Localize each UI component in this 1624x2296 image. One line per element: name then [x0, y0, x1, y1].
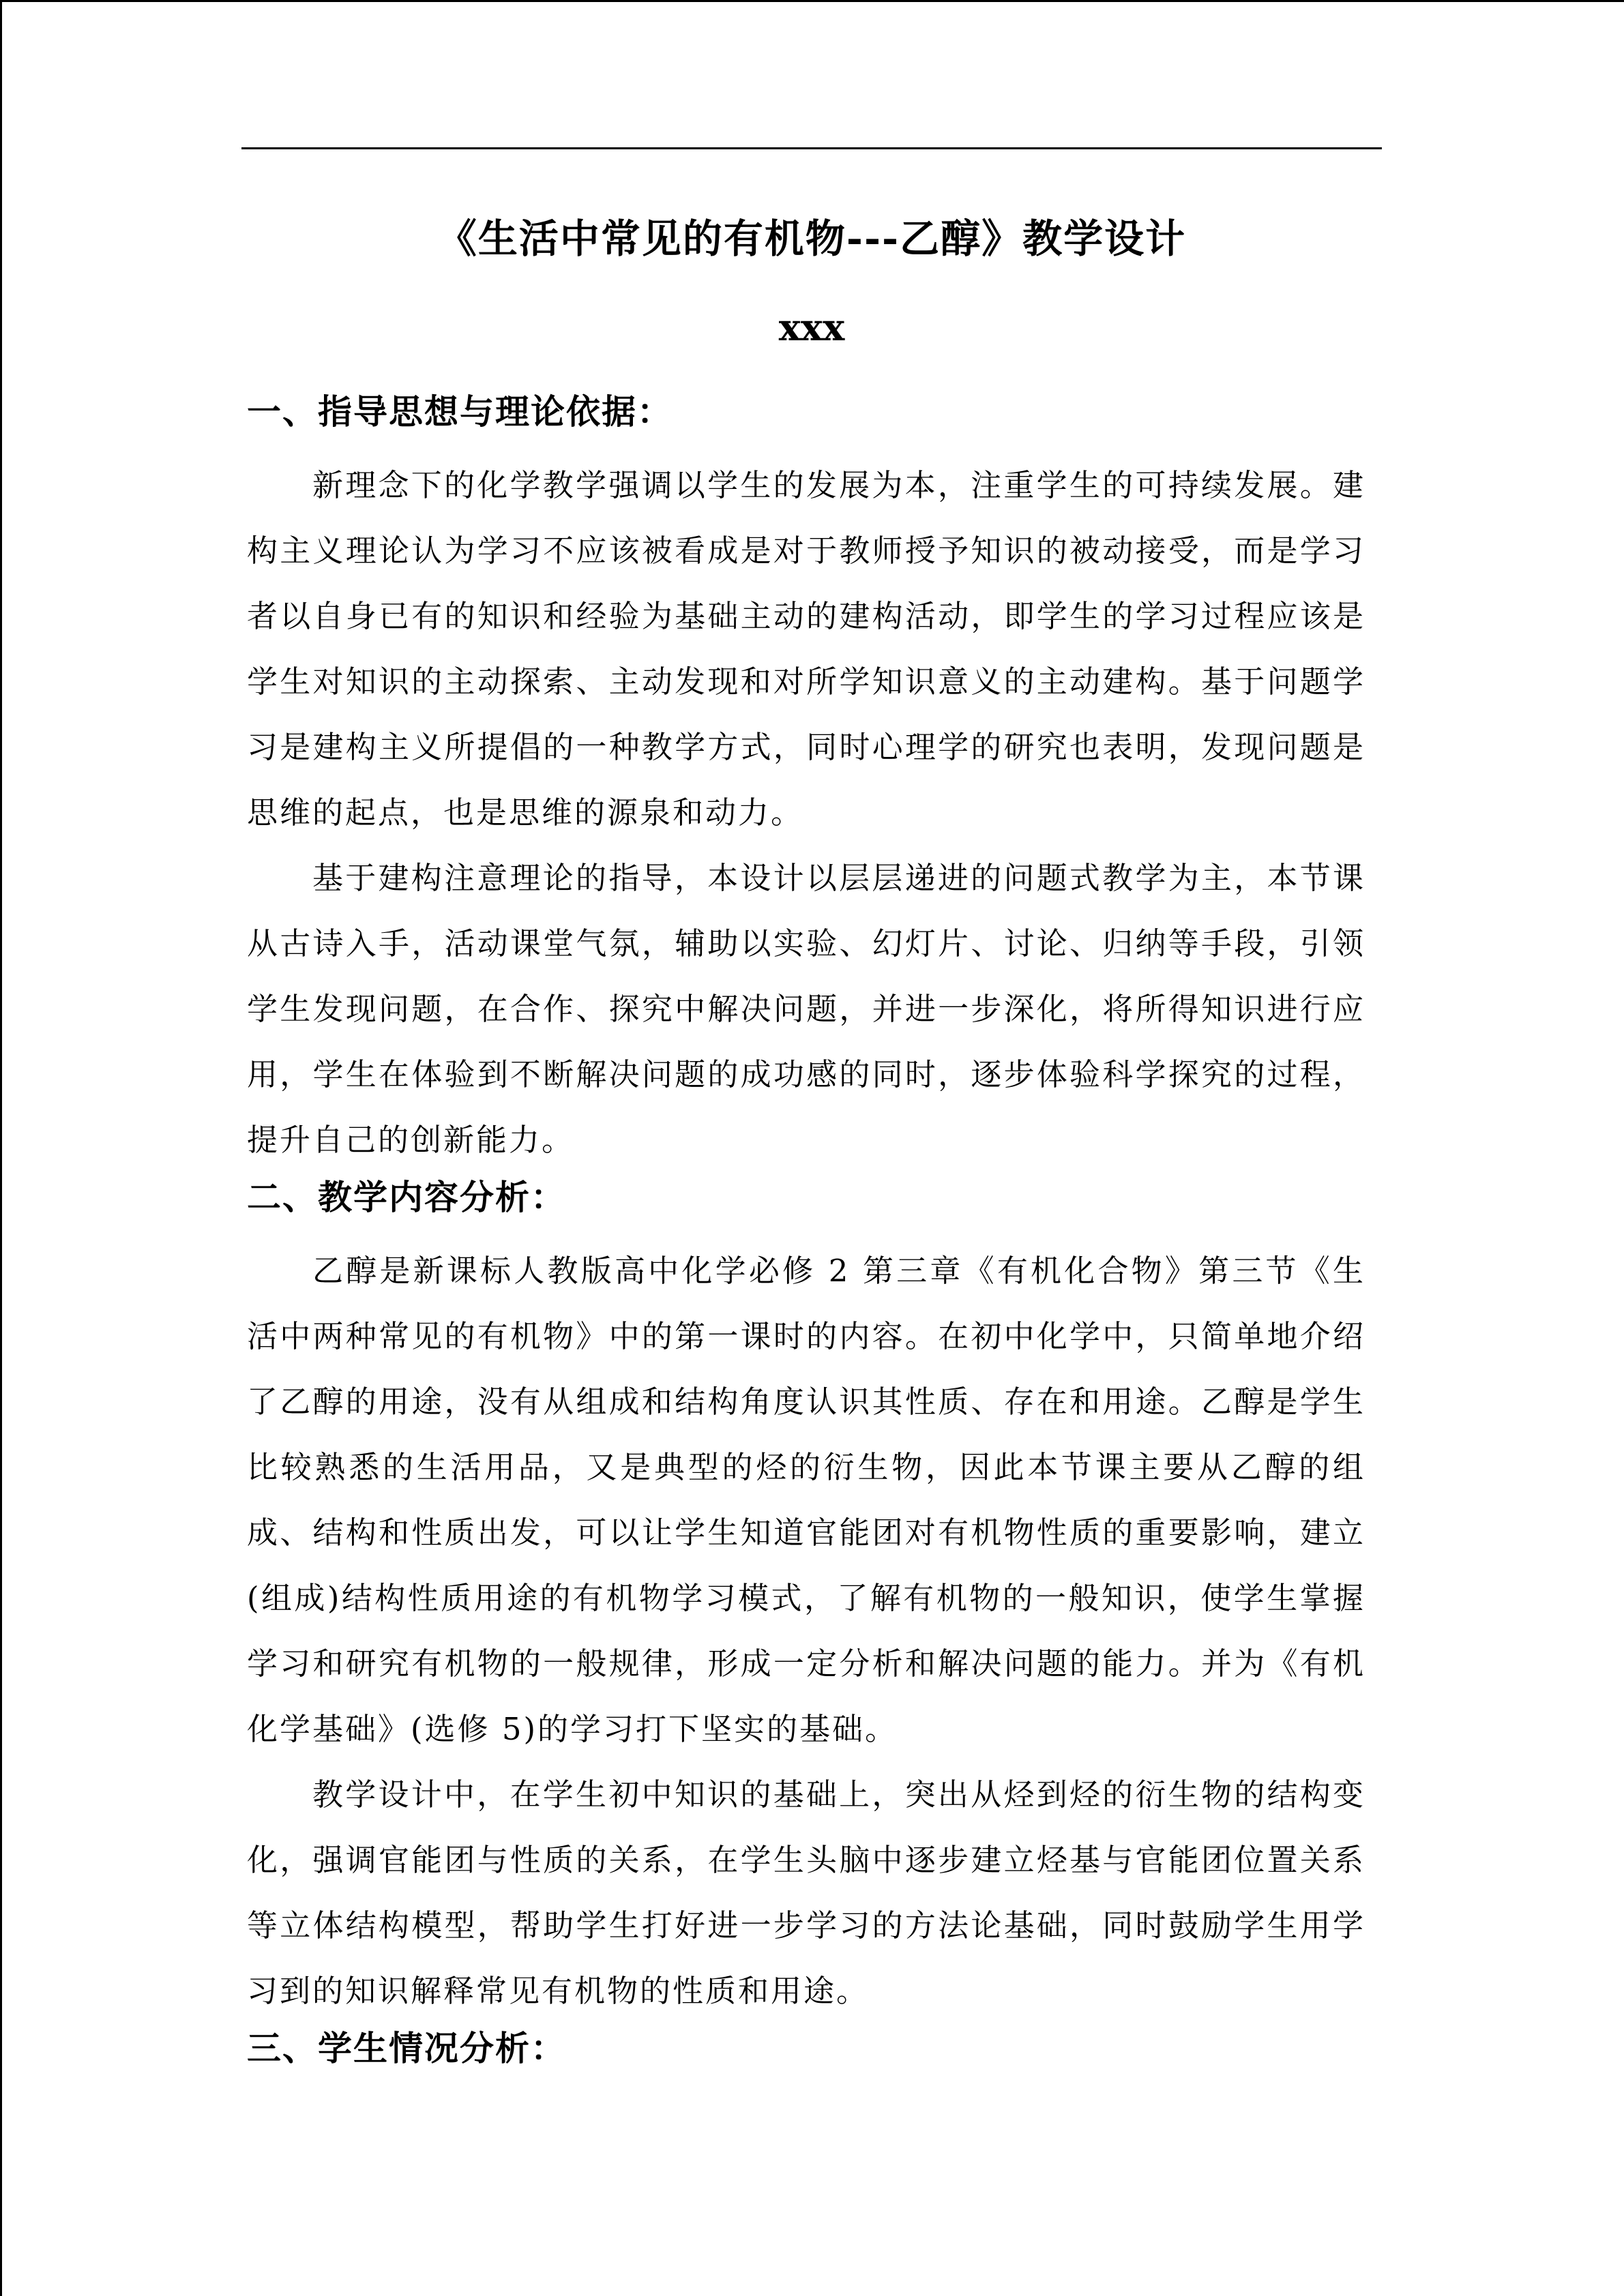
page-border-left	[0, 0, 2, 2296]
section-heading-content-analysis: 二、教学内容分析：	[247, 1177, 566, 1217]
paragraph-content-analysis-2: 教学设计中，在学生初中知识的基础上，突出从烃到烃的衍生物的结构变化，强调官能团与性质的关系，在学生头脑中逐步建立烃基与官能团位置关系等立体结构模型，帮助学生打好进一步学习的方法论基础，同时鼓励学生用学习到的知识解释常见有机物的性质和用途。	[247, 1776, 1365, 2009]
page-border-top	[0, 0, 1624, 2]
document-author: xxx	[778, 305, 845, 349]
document-title: 《生活中常见的有机物---乙醇》教学设计	[437, 215, 1187, 262]
section-heading-student-analysis: 三、学生情况分析：	[247, 2028, 566, 2068]
paragraph-guiding-ideas-2: 基于建构注意理论的指导，本设计以层层递进的问题式教学为主，本节课从古诗入手，活动课堂气氛，辅助以实验、幻灯片、讨论、归纳等手段，引领学生发现问题，在合作、探究中解决问题，并进一步深化，将所得知识进行应用，学生在体验到不断解决问题的成功感的同时，逐步体验科学探究的过程，提升自己的创新能力。	[247, 860, 1365, 1158]
paragraph-content-analysis-1: 乙醇是新课标人教版高中化学必修 2 第三章《有机化合物》第三节《生活中两种常见的有机物》中的第一课时的内容。在初中化学中，只简单地介绍了乙醇的用途，没有从组成和结构角度认识其性质、存在和用途。乙醇是学生比较熟悉的生活用品，又是典型的烃的衍生物，因此本节课主要从乙醇的组成、结构和性质出发，可以让学生知道官能团对有机物性质的重要影响，建立(组成)结构性质用途的有机物学习模式，了解有机物的一般知识，使学生掌握学习和研究有机物的一般规律，形成一定分析和解决问题的能力。并为《有机化学基础》(选修 5)的学习打下坚实的基础。	[247, 1253, 1365, 1747]
header-rule	[241, 147, 1382, 149]
section-heading-guiding-ideas: 一、指导思想与理论依据：	[247, 391, 673, 432]
paragraph-guiding-ideas-1: 新理念下的化学教学强调以学生的发展为本，注重学生的可持续发展。建构主义理论认为学习不应该被看成是对于教师授予知识的被动接受，而是学习者以自身已有的知识和经验为基础主动的建构活动，即学生的学习过程应该是学生对知识的主动探索、主动发现和对所学知识意义的主动建构。基于问题学习是建构主义所提倡的一种教学方式，同时心理学的研究也表明，发现问题是思维的起点，也是思维的源泉和动力。	[247, 467, 1365, 831]
